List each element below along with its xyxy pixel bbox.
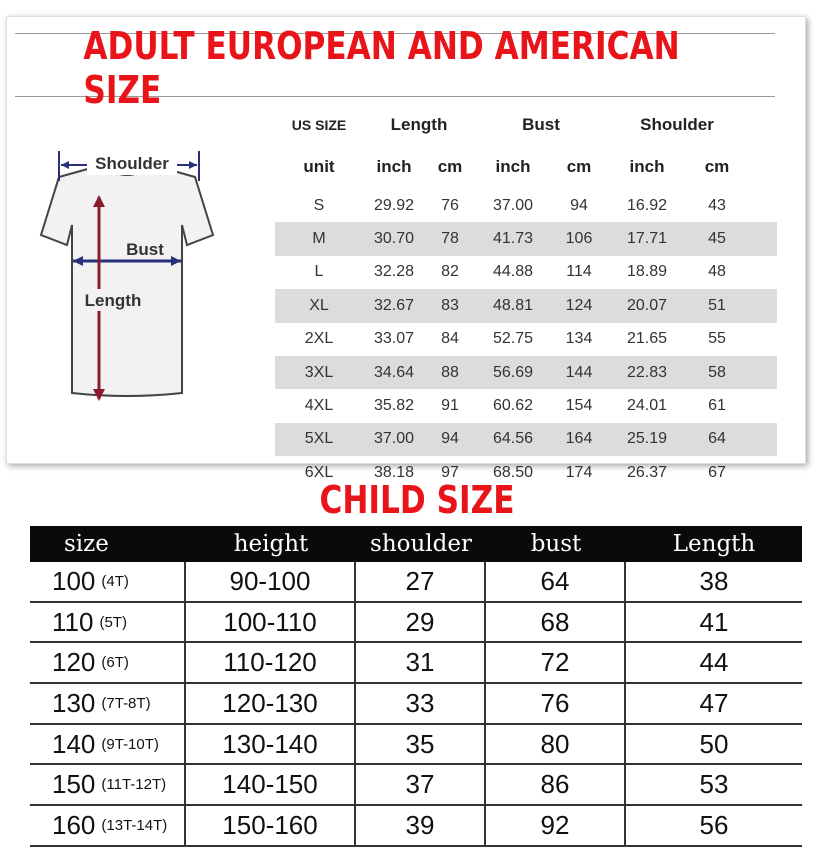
child-table-body [30,562,802,847]
adult-cell-bust-inch: 68.50 [492,463,534,481]
child-cell-bust: 76 [486,684,626,723]
adult-cell-bust-inch: 44.88 [492,263,534,281]
adult-table-row [275,356,777,389]
child-cell-size [30,562,186,601]
adult-cell-bust-inch: 64.56 [492,430,534,448]
adult-title-bar [15,24,775,112]
child-table-row [30,684,802,725]
child-size-title: CHILD SIZE [319,478,515,522]
adult-cell-bust-inch: 48.81 [492,296,534,314]
adult-cell-length-cm: 84 [441,330,459,348]
child-cell-size [30,765,186,804]
child-cell-height: 130-140 [186,725,356,764]
adult-cell-shoulder-inch: 21.65 [626,330,668,348]
adult-cell-size: 4XL [304,397,334,415]
child-header-bust: bust [530,531,582,557]
child-table-row [30,765,802,806]
adult-table-header [275,105,777,145]
adult-cell-length-inch: 29.92 [373,196,415,214]
adult-cell-length-inch: 34.64 [373,363,415,381]
child-cell-length: 50 [699,728,729,759]
adult-cell-size: 2XL [304,330,334,348]
unit-bust-cm: cm [566,157,592,176]
child-header-size: size [64,531,109,557]
header-us-size: US SIZE [291,117,347,133]
child-cell-length: 44 [699,647,729,678]
child-cell-shoulder: 33 [356,684,486,723]
adult-cell-shoulder-inch: 18.89 [626,263,668,281]
child-table-row [30,725,802,766]
bust-label: Bust [126,240,164,259]
child-cell-size [30,643,186,682]
adult-cell-shoulder-cm: 67 [708,463,726,481]
child-cell-height: 90-100 [186,562,356,601]
child-cell-length: 41 [699,606,729,637]
adult-size-panel [6,16,806,481]
child-size-number: 140 [52,728,96,759]
child-size-number: 130 [52,687,96,718]
child-size-number: 110 [52,606,94,637]
adult-cell-length-cm: 94 [441,430,459,448]
child-cell-size [30,806,186,845]
adult-cell-length-cm: 78 [441,230,459,248]
adult-cell-shoulder-cm: 43 [708,196,726,214]
child-cell-length: 47 [699,687,729,718]
child-table-row [30,806,802,847]
tshirt-diagram [27,137,227,417]
unit-length-cm: cm [437,157,463,176]
adult-cell-shoulder-inch: 16.92 [626,196,668,214]
adult-cell-bust-cm: 124 [565,296,593,314]
adult-cell-shoulder-cm: 45 [708,230,726,248]
adult-cell-shoulder-cm: 51 [708,296,726,314]
adult-table-row [275,189,777,222]
child-size-table [30,526,802,847]
child-header-shoulder: shoulder [370,531,472,557]
child-size-age: (6T) [101,654,129,672]
child-header-length: Length [672,531,756,557]
child-cell-shoulder: 37 [356,765,486,804]
adult-cell-size: 3XL [304,363,334,381]
adult-cell-shoulder-inch: 17.71 [626,230,668,248]
child-table-header [30,526,802,562]
adult-table-body [275,189,777,490]
adult-cell-length-cm: 76 [441,196,459,214]
adult-cell-shoulder-cm: 64 [708,430,726,448]
child-cell-shoulder: 35 [356,725,486,764]
adult-cell-shoulder-inch: 20.07 [626,296,668,314]
child-size-number: 120 [52,647,96,678]
adult-cell-bust-cm: 106 [565,230,593,248]
child-size-age: (9T-10T) [101,735,159,753]
child-cell-size [30,725,186,764]
adult-table-row [275,323,777,356]
adult-cell-length-cm: 91 [441,397,459,415]
child-cell-length: 53 [699,769,729,800]
adult-cell-bust-cm: 134 [565,330,593,348]
child-cell-size [30,603,186,642]
child-cell-shoulder: 29 [356,603,486,642]
child-header-height: height [233,531,309,557]
child-cell-bust: 86 [486,765,626,804]
child-cell-shoulder: 31 [356,643,486,682]
adult-table-row [275,222,777,255]
adult-cell-length-cm: 97 [441,463,459,481]
child-cell-height: 150-160 [186,806,356,845]
adult-cell-size: S [313,196,325,214]
unit-label: unit [303,157,335,176]
child-cell-size [30,684,186,723]
child-cell-height: 110-120 [186,643,356,682]
adult-table-row [275,389,777,422]
child-cell-bust: 68 [486,603,626,642]
adult-size-table [275,105,777,490]
adult-cell-shoulder-cm: 58 [708,363,726,381]
adult-table-row [275,256,777,289]
adult-cell-bust-cm: 144 [565,363,593,381]
adult-cell-bust-cm: 164 [565,430,593,448]
adult-cell-size: 5XL [304,430,334,448]
adult-cell-length-cm: 82 [441,263,459,281]
adult-cell-length-inch: 32.28 [373,263,415,281]
child-size-age: (5T) [99,613,127,631]
length-label: Length [84,291,142,310]
child-cell-bust: 80 [486,725,626,764]
adult-cell-bust-inch: 60.62 [492,397,534,415]
adult-cell-bust-cm: 174 [565,463,593,481]
adult-cell-bust-cm: 114 [566,263,592,281]
adult-cell-bust-cm: 94 [570,196,588,214]
child-cell-bust: 72 [486,643,626,682]
child-cell-height: 140-150 [186,765,356,804]
child-size-age: (11T-12T) [101,776,167,794]
child-table-row [30,603,802,644]
adult-cell-size: 6XL [304,463,334,481]
header-bust: Bust [522,115,560,134]
adult-cell-shoulder-cm: 61 [708,397,726,415]
unit-length-inch: inch [376,157,412,176]
adult-cell-length-inch: 30.70 [373,230,415,248]
child-cell-bust: 64 [486,562,626,601]
child-size-age: (13T-14T) [101,816,168,834]
child-size-age: (4T) [101,572,129,590]
child-cell-length: 56 [699,809,729,840]
adult-cell-length-inch: 32.67 [373,296,415,314]
adult-cell-length-inch: 37.00 [373,430,415,448]
adult-size-title: ADULT EUROPEAN AND AMERICAN SIZE [83,24,680,112]
child-table-row [30,643,802,684]
child-cell-length: 38 [699,565,729,596]
adult-cell-bust-inch: 41.73 [492,230,534,248]
header-length: Length [390,115,448,134]
adult-table-row [275,423,777,456]
adult-table-row [275,289,777,322]
adult-cell-shoulder-inch: 25.19 [626,430,668,448]
adult-cell-shoulder-cm: 48 [708,263,726,281]
child-cell-shoulder: 39 [356,806,486,845]
adult-cell-length-inch: 38.18 [373,463,415,481]
child-size-number: 150 [52,769,96,800]
adult-cell-shoulder-inch: 24.01 [626,397,668,415]
adult-cell-bust-inch: 52.75 [492,330,534,348]
adult-cell-length-inch: 33.07 [373,330,415,348]
child-size-age: (7T-8T) [101,694,151,712]
adult-cell-shoulder-inch: 26.37 [626,463,668,481]
adult-cell-shoulder-cm: 55 [708,330,726,348]
adult-units-row [275,145,777,189]
adult-cell-shoulder-inch: 22.83 [626,363,668,381]
adult-cell-size: XL [309,296,329,314]
adult-cell-size: M [312,230,326,248]
child-cell-height: 100-110 [186,603,356,642]
adult-cell-bust-cm: 154 [565,397,593,415]
unit-shoulder-cm: cm [704,157,730,176]
adult-cell-length-cm: 88 [441,363,459,381]
adult-cell-size: L [314,263,324,281]
child-size-number: 100 [52,565,96,596]
child-table-row [30,562,802,603]
unit-bust-inch: inch [495,157,531,176]
tshirt-outline [41,165,213,396]
child-cell-shoulder: 27 [356,562,486,601]
shoulder-label: Shoulder [95,154,169,173]
adult-cell-length-cm: 83 [441,296,459,314]
header-shoulder: Shoulder [640,115,714,134]
adult-cell-bust-inch: 37.00 [492,196,534,214]
adult-cell-bust-inch: 56.69 [492,363,534,381]
adult-cell-length-inch: 35.82 [373,397,415,415]
child-cell-height: 120-130 [186,684,356,723]
unit-shoulder-inch: inch [629,157,665,176]
child-cell-bust: 92 [486,806,626,845]
child-size-number: 160 [52,809,96,840]
